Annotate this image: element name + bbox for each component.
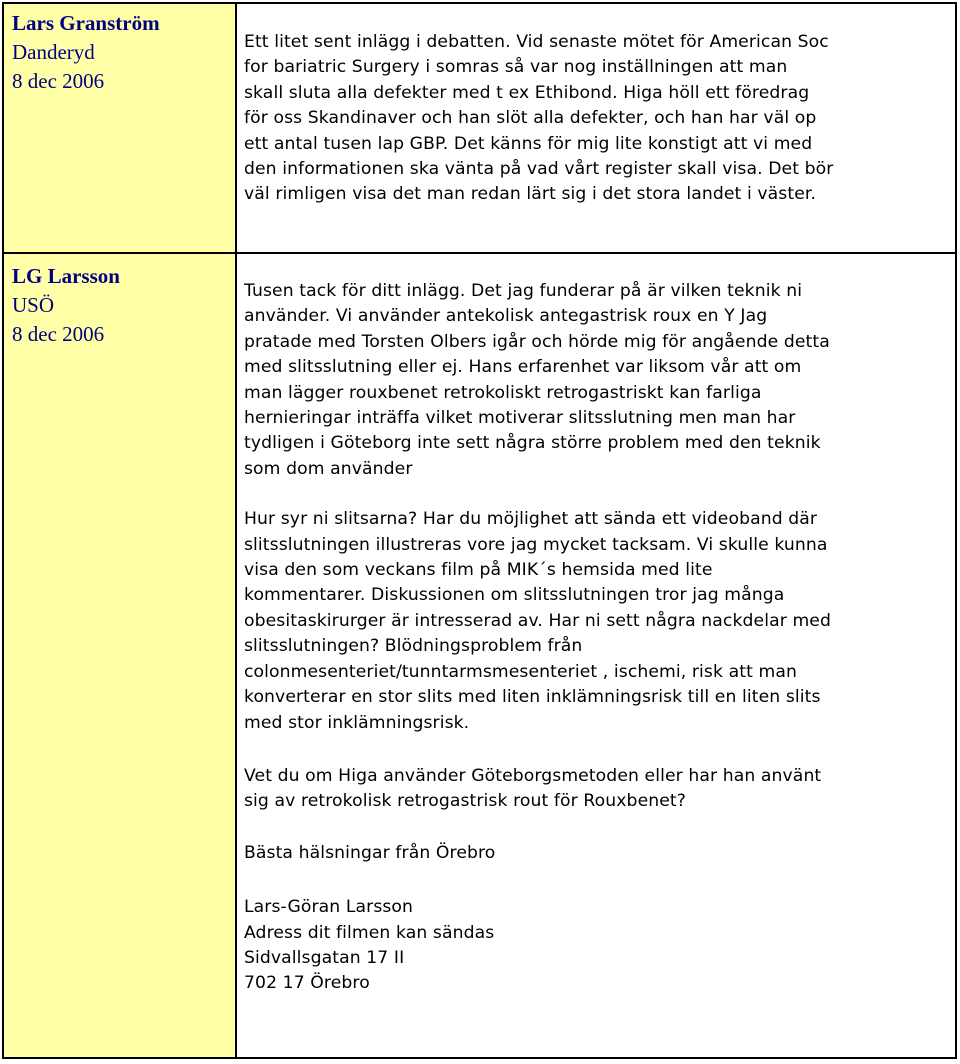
message-paragraph: Bästa hälsningar från Örebro xyxy=(244,842,496,863)
message-body xyxy=(237,254,955,997)
author-name: LG Larsson xyxy=(12,264,120,288)
message-body xyxy=(237,4,955,208)
author-info xyxy=(4,254,235,354)
message-paragraph: Tusen tack för ditt inlägg. Det jag funderar på är vilken teknik ni använder. Vi använder antekolisk antegastrisk roux en Y Jag pratade med Torsten Olbers igår och hörde mig för angående detta med slitsslutning eller ej. Hans erfarenhet var liksom vår att om man lägger rouxbenet retrokoliskt retrogastriskt kan farliga hernieringar inträffa vilket motiverar slitsslutning men man har tydligen i Göteborg inte sett några större problem med den teknik som dom använder xyxy=(244,281,830,479)
message-cell xyxy=(236,253,956,1058)
message-paragraph: Vet du om Higa använder Göteborgsmetoden eller har han använt sig av retrokolisk retrogastrisk rout för Rouxbenet? xyxy=(244,765,822,812)
post-row xyxy=(3,3,956,253)
author-cell xyxy=(3,3,236,253)
author-name: Lars Granström xyxy=(12,11,160,35)
message-paragraph: Ett litet sent inlägg i debatten. Vid senaste mötet för American Soc for bariatric Surgery i somras så var nog inställningen att man skall sluta alla defekter med t ex Ethibond. Higa höll ett föredrag för oss Skandinaver och han slöt alla defekter, och han har väl op ett antal tusen lap GBP. Det känns för mig lite konstigt att vi med den informationen ska vänta på vad vårt register skall visa. Det bör väl rimligen visa det man redan lärt sig i det stora landet i väster. xyxy=(244,32,834,205)
forum-thread-table xyxy=(2,2,957,1059)
message-paragraph: Hur syr ni slitsarna? Har du möjlighet att sända ett videoband där slitsslutningen illustreras vore jag mycket tacksam. Vi skulle kunna visa den som veckans film på MIK´s hemsida med lite kommentarer. Diskussionen om slitsslutningen tror jag många obesitaskirurger är intresserad av. Har ni sett några nackdelar med slitsslutningen? Blödningsproblem från colonmesenteriet/tunntarmsmesenteriet , ischemi, risk att man konverterar en stor slits med liten inklämningsrisk till en liten slits med stor inklämningsrisk. xyxy=(244,509,831,733)
post-date: 8 dec 2006 xyxy=(12,69,105,93)
post-date: 8 dec 2006 xyxy=(12,322,105,346)
message-cell xyxy=(236,3,956,253)
author-location: Danderyd xyxy=(12,40,95,64)
author-info xyxy=(4,4,235,101)
post-row xyxy=(3,253,956,1058)
signature: Lars-Göran Larsson Adress dit filmen kan sändas Sidvallsgatan 17 II 702 17 Örebro xyxy=(244,897,495,994)
author-cell xyxy=(3,253,236,1058)
author-location: USÖ xyxy=(12,293,55,317)
